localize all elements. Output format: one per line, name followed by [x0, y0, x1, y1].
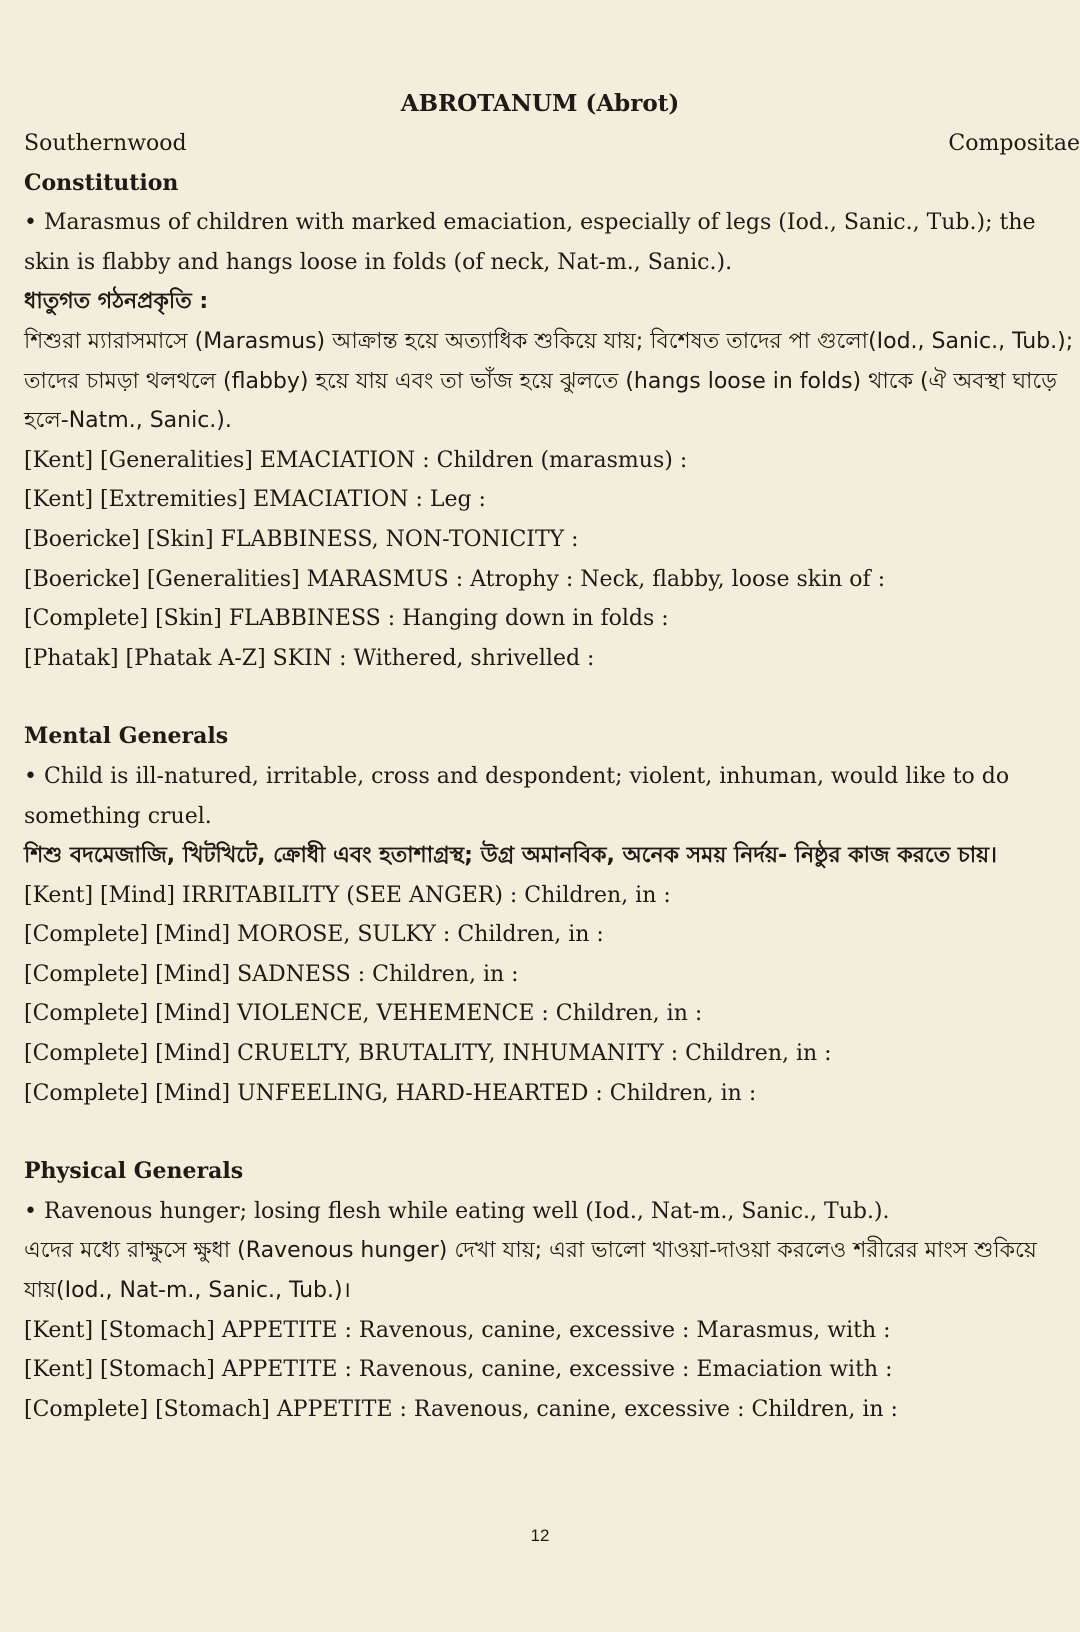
- constitution-heading: Constitution: [24, 169, 179, 196]
- rubric-line: [Kent] [Stomach] APPETITE : Ravenous, canine, excessive : Marasmus, with :: [24, 1317, 891, 1343]
- rubric-line: [Complete] [Mind] VIOLENCE, VEHEMENCE : Children, in :: [24, 1001, 703, 1027]
- page-number: 12: [530, 1526, 550, 1545]
- rubric-line: [Kent] [Stomach] APPETITE : Ravenous, canine, excessive : Emaciation with :: [24, 1357, 893, 1383]
- rubric-line: [Complete] [Mind] MOROSE, SULKY : Children, in :: [24, 922, 604, 948]
- page-title: ABROTANUM (Abrot): [400, 90, 680, 117]
- rubric-line: [Complete] [Skin] FLABBINESS : Hanging down in folds :: [24, 606, 669, 632]
- rubric-line: [Kent] [Mind] IRRITABILITY (SEE ANGER) : Children, in :: [24, 882, 671, 908]
- common-name: Southernwood: [24, 131, 187, 156]
- constitution-text-en: • Marasmus of children with marked emaciation, especially of legs (Iod., Sanic., Tub.); the skin is flabby and hangs loose in folds (of neck, Nat-m., Sanic.).: [24, 210, 1036, 275]
- constitution-text-bn: শিশুরা ম্যারাসমাসে (Marasmus) আক্রান্ত হয়ে অত্যাধিক শুকিয়ে যায়; বিশেষত তাদের পা গুলো(Iod., Sanic., Tub.); তাদের চামড়া থলথলে (flabby) হয়ে যায় এবং তা ভাঁজ হয়ে ঝুলতে (hangs loose in folds) থাকে (ঐ অবস্থা ঘাড়ে হলে-Natm., Sanic.).: [24, 328, 1074, 434]
- physical-heading: Physical Generals: [24, 1158, 244, 1185]
- rubric-line: [Complete] [Mind] SADNESS : Children, in :: [24, 961, 519, 987]
- rubric-line: [Complete] [Mind] CRUELTY, BRUTALITY, INHUMANITY : Children, in :: [24, 1041, 832, 1067]
- mental-text-en: • Child is ill-natured, irritable, cross and despondent; violent, inhuman, would like to do something cruel.: [24, 763, 1010, 829]
- mental-text-bn: শিশু বদমেজাজি, খিটখিটে, ক্রোধী এবং হতাশাগ্রস্থ; উগ্র অমানবিক, অনেক সময় নির্দয়- নিষ্ঠুর কাজ করতে চায়।: [24, 843, 997, 869]
- page-content: [24, 84, 1080, 1429]
- physical-text-bn: এদের মধ্যে রাক্ষুসে ক্ষুধা (Ravenous hunger) দেখা যায়; এরা ভালো খাওয়া-দাওয়া করলেও শরীরের মাংস শুকিয়ে যায়(Iod., Nat-m., Sanic., Tub.)।: [24, 1238, 1037, 1304]
- plant-family: Compositae: [948, 131, 1080, 156]
- rubric-line: [Complete] [Mind] UNFEELING, HARD-HEARTED : Children, in :: [24, 1080, 757, 1106]
- constitution-heading-bn: ধাতুগত গঠনপ্রকৃতি :: [24, 289, 209, 315]
- rubric-line: [Kent] [Generalities] EMACIATION : Children (marasmus) :: [24, 447, 688, 473]
- section-gap: [24, 678, 1080, 717]
- rubric-line: [Phatak] [Phatak A-Z] SKIN : Withered, shrivelled :: [24, 645, 595, 671]
- rubric-line: [Boericke] [Skin] FLABBINESS, NON-TONICITY :: [24, 526, 579, 552]
- rubric-line: [Boericke] [Generalities] MARASMUS : Atrophy : Neck, flabby, loose skin of :: [24, 566, 886, 592]
- rubric-line: [Kent] [Extremities] EMACIATION : Leg :: [24, 487, 486, 513]
- rubric-line: [Complete] [Stomach] APPETITE : Ravenous, canine, excessive : Children, in :: [24, 1396, 898, 1422]
- section-gap: [24, 1113, 1080, 1152]
- name-row: [24, 124, 1080, 164]
- physical-text-en: • Ravenous hunger; losing flesh while eating well (Iod., Nat-m., Sanic., Tub.).: [24, 1198, 890, 1224]
- mental-heading: Mental Generals: [24, 723, 229, 750]
